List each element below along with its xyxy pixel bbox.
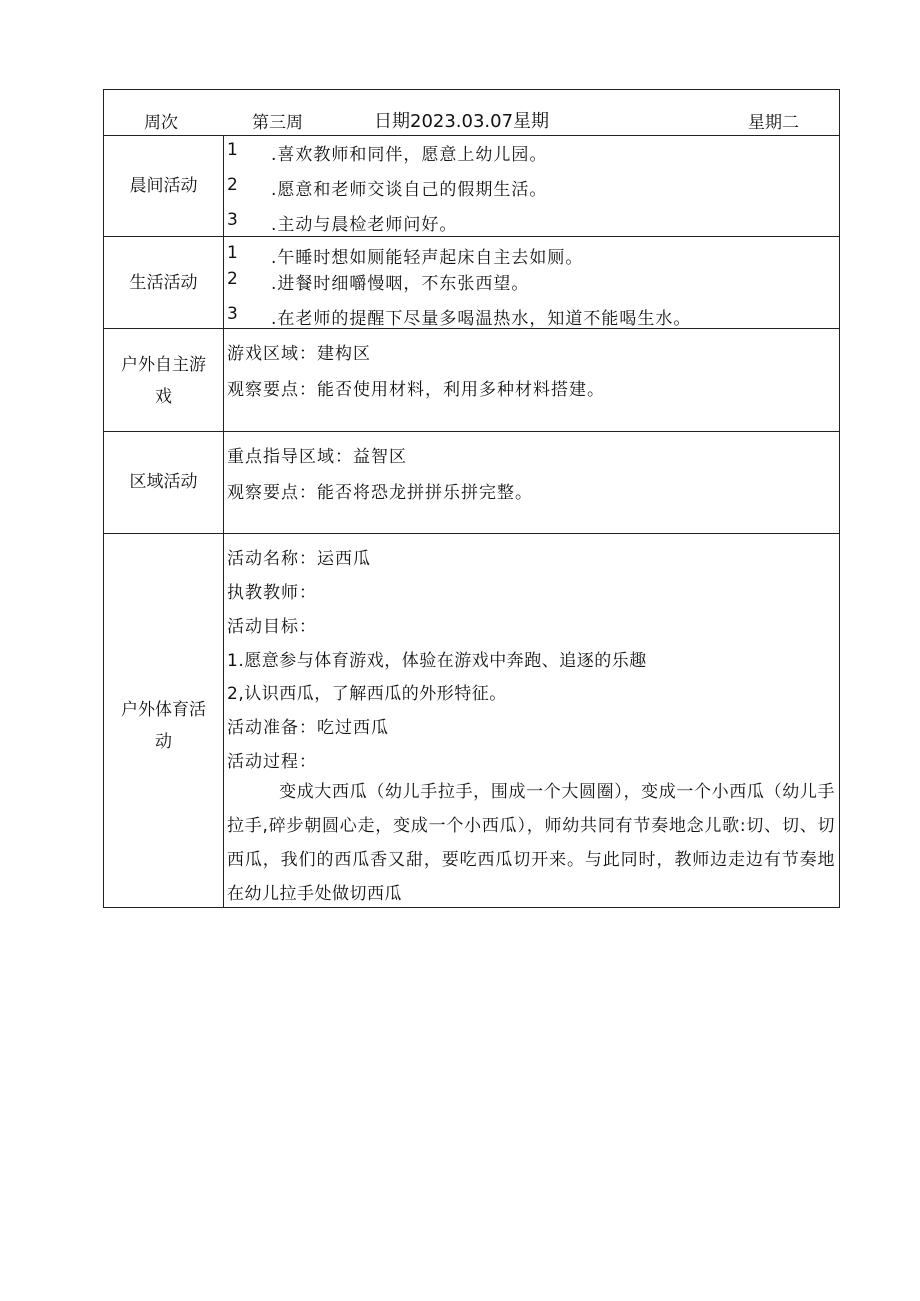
header-row: [104, 90, 839, 136]
morning-row: [104, 136, 839, 237]
morning-label: 晨间活动: [129, 176, 198, 196]
outdoor-pe-row: [104, 534, 839, 909]
teacher: 执教教师：: [227, 583, 317, 603]
outdoor-pe-content: [227, 534, 835, 909]
area-activity-content: [227, 432, 835, 533]
life-row: [104, 237, 839, 329]
plan-table: [103, 89, 840, 908]
goal-1: 1.愿意参与体育游戏，体验在游戏中奔跑、追逐的乐趣: [227, 651, 647, 671]
week-label: 周次: [144, 113, 178, 133]
morning-content: 1 .喜欢教师和同伴，愿意上幼儿园。 2 .愿意和老师交谈自己的假期生活。 3 .主动与晨检老师问好。: [227, 140, 548, 235]
date-text: 日期2023.03.07星期: [374, 111, 550, 132]
area-activity-row: [104, 432, 839, 534]
focus-area: 重点指导区域：益智区: [227, 447, 407, 467]
process-text: 变成大西瓜（幼儿手拉手，围成一个大圆圈），变成一个小西瓜（幼儿手拉手,碎步朝圆心走，变成一个小西瓜），师幼共同有节奏地念儿歌:切、切、切西瓜，我们的西瓜香又甜，要吃西瓜切开来。与此同时，教师边走边有节奏地在幼儿拉手处做切西瓜: [227, 782, 835, 904]
outdoor-pe-label: 户外体育活 动: [121, 700, 206, 752]
observation-point: 观察要点：能否使用材料，利用多种材料搭建。: [227, 380, 605, 400]
life-label: 生活活动: [129, 273, 198, 293]
process-title: 活动过程：: [227, 752, 317, 772]
play-area: 游戏区域：建构区: [227, 344, 371, 364]
outdoor-free-row: [104, 329, 839, 432]
life-content: 1 .午睡时想如厕能轻声起床自主去如厕。 2 .进餐时细嚼慢咽，不东张西望。 3 .在老师的提醒下尽量多喝温热水，知道不能喝生水。: [227, 243, 692, 329]
activity-name: 活动名称：运西瓜: [227, 549, 371, 569]
observation-point: 观察要点：能否将恐龙拼拼乐拼完整。: [227, 483, 533, 503]
week-value: 第三周: [252, 113, 303, 133]
weekday: 星期二: [748, 113, 799, 133]
outdoor-free-content: [227, 329, 835, 431]
outdoor-free-label: 户外自主游 戏: [121, 355, 206, 407]
activity-prep: 活动准备：吃过西瓜: [227, 718, 389, 738]
goal-2: 2,认识西瓜，了解西瓜的外形特征。: [227, 684, 507, 704]
goal-title: 活动目标：: [227, 617, 317, 637]
area-activity-label: 区域活动: [129, 472, 198, 492]
